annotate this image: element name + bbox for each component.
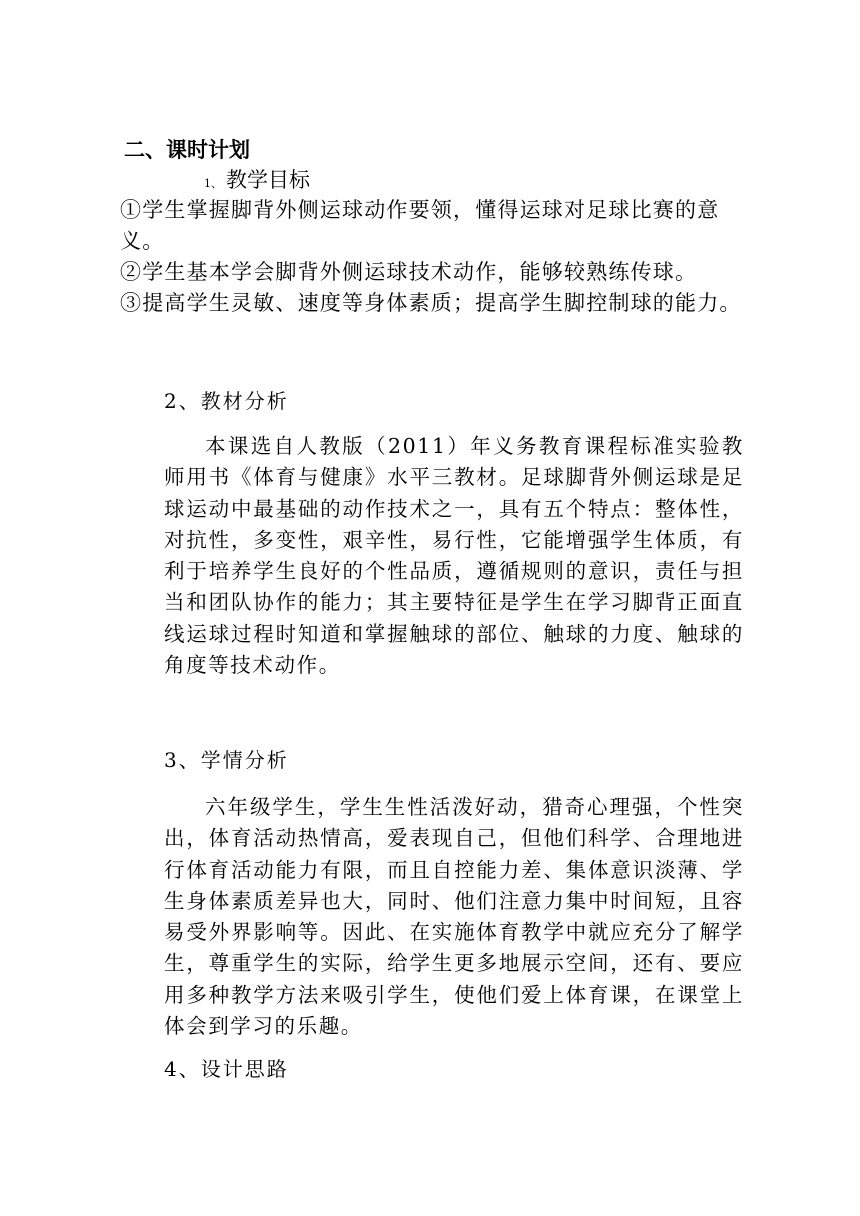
design-idea-heading: 4、设计思路: [164, 1057, 289, 1081]
objective-item: ①学生掌握脚背外侧运球动作要领，懂得运球对足球比赛的意: [120, 198, 720, 222]
objectives-heading: [204, 165, 310, 199]
section-title: 二、课时计划: [124, 137, 250, 162]
student-analysis-paragraph: 六年级学生，学生生性活泼好动，猎奇心理强，个性突出，体育活动热情高，爱表现自己，但他们科学、合理地进行体育活动能力有限，而且自控能力差、集体意识淡薄、学生身体素质差异也大，同时、他们注意力集中时间短，且容易受外界影响等。因此、在实施体育教学中就应充分了解学生，尊重学生的实际，给学生更多地展示空间，还有、要应用多种教学方法来吸引学生，使他们爱上体育课，在课堂上体会到学习的乐趣。: [164, 795, 744, 1039]
objective-item: 义。: [120, 229, 165, 253]
material-analysis-heading: 2、教材分析: [164, 389, 289, 413]
material-analysis-paragraph: 本课选自人教版（2011）年义务教育课程标准实验教师用书《体育与健康》水平三教材。足球脚背外侧运球是足球运动中最基础的动作技术之一，具有五个特点：整体性，对抗性，多变性，艰辛性，易行性，它能增强学生体质，有利于培养学生良好的个性品质，遵循规则的意识，责任与担当和团队协作的能力；其主要特征是学生在学习脚背正面直线运球过程时知道和掌握触球的部位、触球的力度、触球的角度等技术动作。: [164, 434, 744, 678]
objectives-heading-number: 1、: [204, 177, 222, 190]
objectives-heading-label: 教学目标: [226, 168, 310, 192]
student-analysis-heading: 3、学情分析: [164, 748, 289, 772]
objective-item: ②学生基本学会脚背外侧运球技术动作，能够较熟练传球。: [120, 260, 698, 284]
objective-item: ③提高学生灵敏、速度等身体素质；提高学生脚控制球的能力。: [120, 291, 742, 315]
